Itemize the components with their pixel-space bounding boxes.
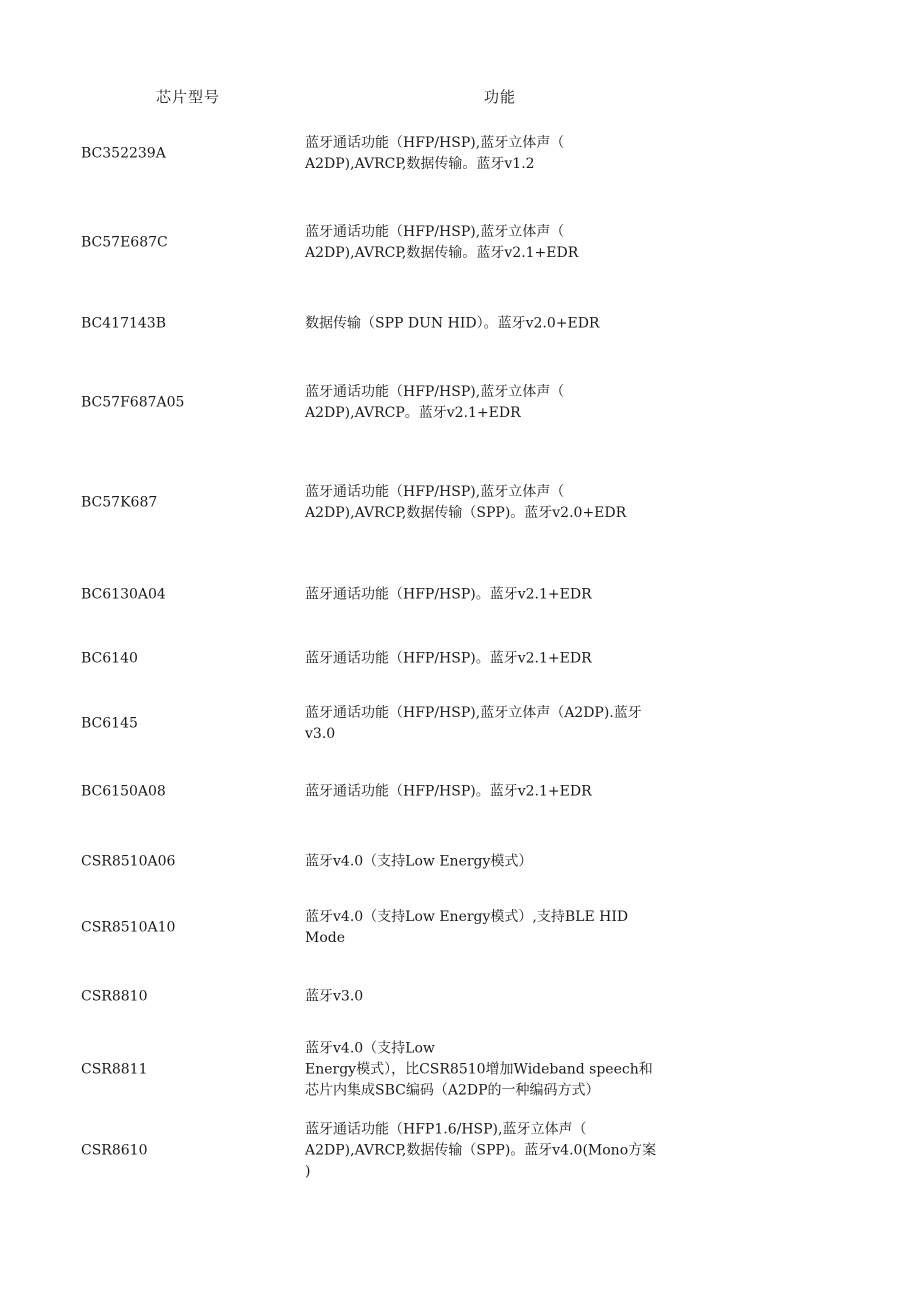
- function-line: 蓝牙通话功能（HFP/HSP),蓝牙立体声（: [305, 135, 565, 151]
- chip-model: BC6150A08: [81, 783, 166, 800]
- chip-model: BC57E687C: [81, 234, 168, 251]
- function-line: 蓝牙通话功能（HFP/HSP),蓝牙立体声（: [305, 384, 565, 400]
- chip-function: [305, 1120, 705, 1183]
- function-line: A2DP),AVRCP。蓝牙v2.1+EDR: [305, 405, 521, 421]
- chip-model: BC6130A04: [81, 586, 166, 603]
- chip-model: BC57K687: [81, 494, 158, 511]
- chip-model: BC417143B: [81, 315, 166, 332]
- function-line: 蓝牙通话功能（HFP/HSP)。蓝牙v2.1+EDR: [305, 586, 592, 603]
- chip-model: CSR8610: [81, 1142, 148, 1159]
- chip-model: CSR8811: [81, 1061, 148, 1078]
- function-line: 蓝牙通话功能（HFP/HSP),蓝牙立体声（A2DP).蓝牙: [305, 705, 642, 721]
- function-line: ): [305, 1163, 311, 1180]
- function-line: Energy模式），比CSR8510增加Wideband speech和: [305, 1061, 653, 1078]
- chip-model: BC6140: [81, 650, 138, 667]
- chip-model: BC57F687A05: [81, 394, 185, 411]
- chip-function: [305, 852, 705, 873]
- function-line: 蓝牙v4.0（支持Low Energy模式）: [305, 853, 533, 870]
- chip-function: [305, 987, 705, 1008]
- function-line: 蓝牙通话功能（HFP/HSP)。蓝牙v2.1+EDR: [305, 783, 592, 800]
- function-line: 蓝牙通话功能（HFP/HSP),蓝牙立体声（: [305, 484, 565, 500]
- chip-model: CSR8510A06: [81, 853, 176, 870]
- function-line: A2DP),AVRCP,数据传输。蓝牙v1.2: [305, 156, 535, 172]
- function-line: 数据传输（SPP DUN HID）。蓝牙v2.0+EDR: [305, 315, 600, 332]
- chip-model: BC6145: [81, 715, 138, 732]
- function-line: 蓝牙v3.0: [305, 988, 364, 1005]
- column-header-model: 芯片型号: [156, 88, 221, 106]
- function-line: Mode: [305, 930, 346, 946]
- function-line: 蓝牙通话功能（HFP/HSP)。蓝牙v2.1+EDR: [305, 650, 592, 667]
- chip-function: [305, 703, 705, 745]
- chip-function: [305, 907, 705, 949]
- chip-function: [305, 314, 705, 335]
- function-line: 蓝牙通话功能（HFP1.6/HSP),蓝牙立体声（: [305, 1121, 587, 1138]
- column-header-function: 功能: [484, 88, 517, 106]
- function-line: 蓝牙通话功能（HFP/HSP),蓝牙立体声（: [305, 224, 565, 240]
- function-line: v3.0: [305, 726, 336, 742]
- chip-function: [305, 133, 705, 175]
- chip-function: [305, 222, 705, 264]
- chip-model: CSR8510A10: [81, 919, 176, 936]
- function-line: 芯片内集成SBC编码（A2DP的一种编码方式）: [305, 1082, 600, 1099]
- chip-function: [305, 782, 705, 803]
- chip-function: [305, 585, 705, 606]
- function-line: A2DP),AVRCP,数据传输。蓝牙v2.1+EDR: [305, 245, 579, 261]
- function-line: A2DP),AVRCP,数据传输（SPP)。蓝牙v2.0+EDR: [305, 505, 627, 521]
- chip-function: [305, 382, 705, 424]
- function-line: A2DP),AVRCP,数据传输（SPP)。蓝牙v4.0(Mono方案: [305, 1142, 657, 1159]
- chip-function: [305, 649, 705, 670]
- chip-model: CSR8810: [81, 988, 148, 1005]
- chip-function: [305, 482, 705, 524]
- function-line: 蓝牙v4.0（支持Low Energy模式）,支持BLE HID: [305, 909, 629, 925]
- chip-function: [305, 1039, 705, 1102]
- chip-model: BC352239A: [81, 145, 166, 162]
- function-line: 蓝牙v4.0（支持Low: [305, 1040, 435, 1057]
